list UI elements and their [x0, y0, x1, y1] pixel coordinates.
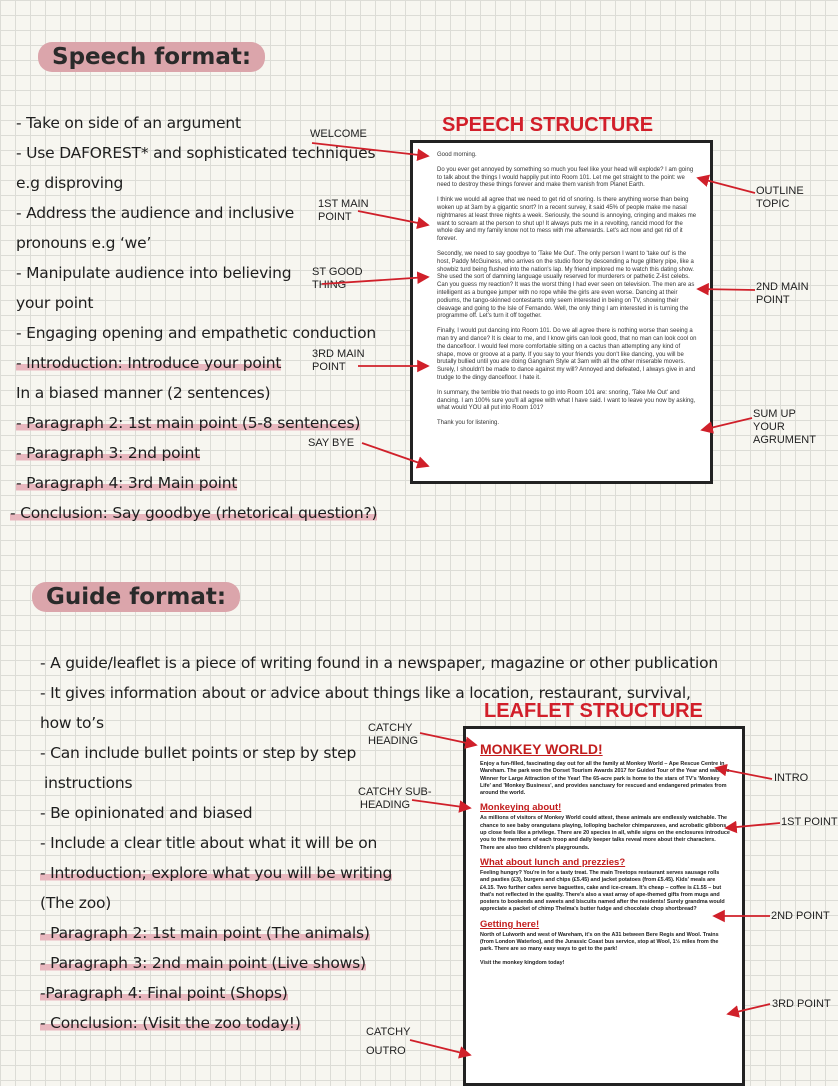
label-first-point: 1ST POINT [781, 816, 838, 828]
speech-note-6: - Manipulate audience into believing [16, 264, 292, 282]
arrow-intro [716, 768, 772, 779]
leaflet-section-2-title: What about lunch and prezzies? [480, 856, 626, 868]
guide-note-3: how to’s [40, 714, 104, 732]
arrow-third-point [728, 1004, 770, 1014]
arrow-welcome [312, 143, 428, 156]
speech-note-1: - Take on side of an argument [16, 114, 241, 132]
speech-note-5: pronouns e.g ‘we’ [16, 234, 152, 252]
arrow-sum-up [702, 418, 752, 430]
leaflet-section-2-text: Feeling hungry? You're in for a tasty treat. The main Treetops restaurant serves sausage rolls and pasties (£3), burgers and chips (£5.45) and jacket potatoes (from £5.45). Kids' meals are £4.15. Two further cafes serve baguettes, cake and ice-cream. It's cheap – coffee is £1.55 – but that's not reflected in the quality. There's also a vast array of ape-themed gifts from mugs and posters to bookends and sweets and biscuits named after the residents! Surely grandma would appreciate a packet of chimp Thelma's butter fudge and chocolate chop shortbread? [480, 869, 725, 913]
label-catchy-sub-heading: CATCHY SUB- HEADING [358, 786, 432, 811]
speech-note-13: - Paragraph 4: 3rd Main point [16, 474, 238, 492]
arrow-say-bye [362, 443, 428, 466]
speech-note-11: - Paragraph 2: 1st main point (5-8 sentences) [16, 414, 361, 432]
label-say-bye: SAY BYE [308, 437, 355, 449]
leaflet-structure-title: LEAFLET STRUCTURE [484, 700, 703, 722]
guide-note-4: - Can include bullet points or step by step [40, 744, 357, 762]
speech-note-14: - Conclusion: Say goodbye (rhetorical question?) [10, 504, 378, 522]
label-sum-up: SUM UP YOUR AGRUMENT [753, 408, 816, 446]
guide-note-10: - Paragraph 2: 1st main point (The animals) [40, 924, 370, 942]
guide-note-13: - Conclusion: (Visit the zoo today!) [40, 1014, 301, 1032]
speech-doc-point-2: Secondly, we need to say goodbye to 'Take Me Out'. The only person I want to 'take out' is the host, Paddy McGuiness, who arrives on the studio floor by descending a huge glittery pipe, like a showbiz turd being flushed into the nation's lap. My friend implored me to watch this dating show. She used the sort of damning language usually reserved for murderers or pathetic Z-list celebs. Can you guess my reaction? It was the worst thing I had ever seen on television. The men are as intelligent as a bungee jumper with no rope while the girls are even worse. Dancing at their podiums, the tango-skinned contestants only seem interested in being on TV, showing their cleavage and going to the Isle of Fernando. Well, the only thing I am interested in is turning the programme off. Let's turn it off together. [437, 250, 695, 320]
label-first-good-thing: ST GOOD THING [312, 266, 363, 291]
label-first-main-point: 1ST MAIN POINT [318, 198, 369, 223]
speech-note-3: e.g disproving [16, 174, 124, 192]
label-third-main-point: 3RD MAIN POINT [312, 348, 365, 373]
arrow-first-good-thing [322, 277, 428, 284]
speech-doc-summary: In summary, the terrible trio that needs to go into Room 101 are: snoring, 'Take Me Out' and dancing. I am 100% sure you'll all agree with what I have said. I want to leave you now by asking, what would YOU all put into Room 101? [437, 389, 696, 412]
label-third-point: 3RD POINT [772, 998, 831, 1010]
speech-note-2: - Use DAFOREST* and sophisticated techniques [16, 144, 376, 162]
arrow-catchy-heading [420, 733, 476, 745]
leaflet-intro: Enjoy a fun-filled, fascinating day out for all the family at Monkey World – Ape Rescue Centre in Wareham. The park won the Dorset Tourism Awards 2017 for Guided Tour of the Year and was the Winner for Large Attraction of the Year! The 65-acre park is home to the stars of TV's 'Monkey Life' and 'Monkey Business', and provides sanctuary for rescued and endangered primates from around the world. [480, 761, 730, 797]
label-outline-topic: OUTLINE TOPIC [756, 185, 804, 210]
guide-note-12: -Paragraph 4: Final point (Shops) [40, 984, 288, 1002]
guide-note-2: - It gives information about or advice about things like a location, restaurant, survival, [40, 684, 691, 702]
speech-doc-point-3: Finally, I would put dancing into Room 101. Do we all agree there is nothing worse than seeing a man try and dance? It is clear to me, and I know girls can look good, that no man can look cool on the dancefloor. I would feel more comfortable sitting on a cactus than attempting any kind of shape, move or groove at a party. If you say to your friends you don't like dancing, you will be brutally bullied until you are doing Gangnam Style at 3am with all the other miserable movers. Surely, I shouldn't be made to dance against my will? Annoyed and defeated, I always give in and trudge to the dingy dancefloor. I hate it. [437, 328, 697, 381]
label-welcome: WELCOME [310, 128, 367, 140]
arrow-second-main-point [698, 289, 755, 290]
arrow-catchy-outro [410, 1040, 470, 1055]
speech-note-12: - Paragraph 3: 2nd point [16, 444, 201, 462]
guide-note-6: - Be opinionated and biased [40, 804, 253, 822]
speech-doc-outline: Do you ever get annoyed by something so much you feel like your head will explode? I am going to talk about the things I would happily put into Room 101. Let me get straight to the point: we need to destroy these things forever and make them vanish from Planet Earth. [437, 166, 694, 189]
label-catchy-outro: CATCHY OUTRO [366, 1026, 411, 1057]
arrow-first-point [726, 823, 780, 828]
speech-doc-thanks: Thank you for listening. [437, 420, 500, 427]
leaflet-section-3-title: Getting here! [480, 918, 540, 930]
speech-structure-title: SPEECH STRUCTURE [442, 114, 654, 136]
leaflet-closing: Visit the monkey kingdom today! [480, 959, 565, 966]
label-second-main-point: 2ND MAIN POINT [756, 281, 809, 306]
arrow-catchy-sub-heading [412, 800, 470, 808]
leaflet-section-3-text: North of Lulworth and west of Wareham, it's on the A31 between Bere Regis and Wool. Trains (from London Waterloo), and the Jurassic Coast bus service, stop at Wool, 1½ miles from the park. There are so many easy ways to get to the park! [480, 931, 719, 953]
speech-note-10: In a biased manner (2 sentences) [16, 384, 271, 402]
speech-note-7: your point [16, 294, 94, 312]
label-catchy-heading: CATCHY HEADING [368, 722, 419, 747]
label-second-point: 2ND POINT [771, 910, 830, 922]
speech-doc-point-1: I think we would all agree that we need to get rid of snoring. Is there anything worse than being woken up at 3am by a gigantic snort? In a recent survey, it said 45% of people make me nasal nightmares at least three nights a week. Seriously, the sound is annoying, cringing and makes me want to scream at the person to shut up! It always puts me in a revolting, rancid mood for the whole day and my family know not to mess with me afterwards. Let's act now and get rid of it forever. [437, 197, 697, 243]
leaflet-section-1-text: As millions of visitors of Monkey World could attest, these animals are endlessly watchable. The chance to see baby orangutans playing, lolloping bachelor chimpanzees, and acrobatic gibbons up close feels like a privilege. There are 20 species in all, while signs on the enclosures introduce you to the members of each troop and daily keeper talks reveal more about their characters. There are also two children's playgrounds. [480, 815, 730, 851]
speech-doc-greeting: Good morning. [437, 152, 477, 158]
arrow-first-main-point [358, 211, 428, 225]
guide-note-5: instructions [44, 774, 133, 792]
leaflet-section-1-title: Monkeying about! [480, 802, 562, 814]
guide-format-heading: Guide format: [32, 582, 240, 612]
speech-note-9: - Introduction: Introduce your point [16, 354, 282, 372]
speech-note-4: - Address the audience and inclusive [16, 204, 295, 222]
leaflet-title: MONKEY WORLD! [480, 741, 603, 757]
label-intro: INTRO [774, 772, 809, 784]
speech-note-8: - Engaging opening and empathetic conduction [16, 324, 377, 342]
guide-note-1: - A guide/leaflet is a piece of writing found in a newspaper, magazine or other publication [40, 654, 719, 672]
speech-format-heading: Speech format: [38, 42, 265, 72]
guide-note-7: - Include a clear title about what it will be on [40, 834, 378, 852]
guide-note-11: - Paragraph 3: 2nd main point (Live shows) [40, 954, 366, 972]
guide-note-8: - Introduction; explore what you will be writing [40, 864, 393, 882]
guide-note-9: (The zoo) [40, 894, 112, 912]
arrow-outline-topic [698, 178, 755, 193]
